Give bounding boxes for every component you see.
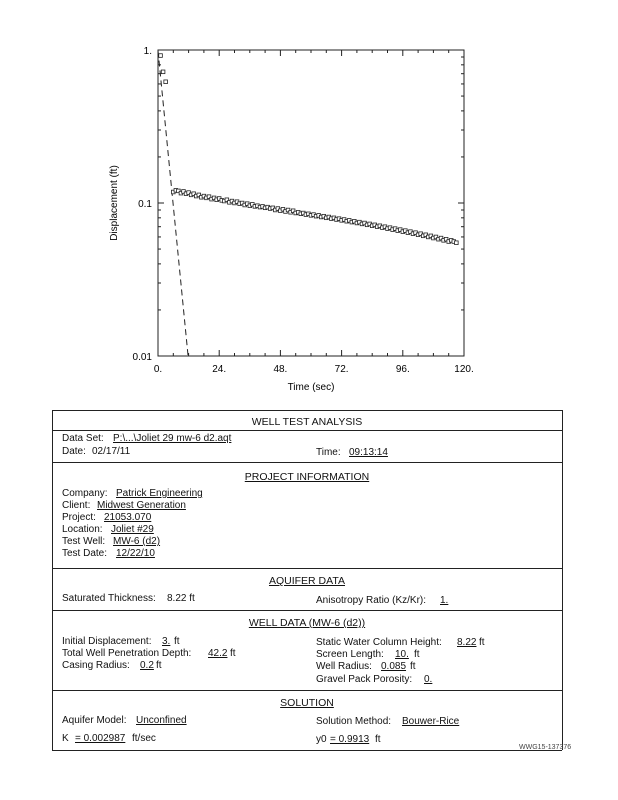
time-label: Time: — [316, 447, 341, 458]
gravel-porosity-value: 0. — [424, 674, 433, 685]
static-column-label: Static Water Column Height: — [316, 637, 442, 648]
box-right-rule — [562, 410, 563, 750]
project-header: PROJECT INFORMATION — [244, 471, 370, 483]
anisotropy-value: 1. — [440, 595, 449, 606]
corner-code: WWG15-137376 — [519, 744, 572, 751]
section-rule-4 — [52, 690, 562, 691]
screen-length-label: Screen Length: — [316, 649, 384, 660]
penetration-depth-label: Total Well Penetration Depth: — [62, 648, 192, 659]
well-radius-value: 0.085 — [381, 661, 407, 672]
data-point — [455, 241, 459, 245]
gravel-porosity-label: Gravel Pack Porosity: — [316, 674, 413, 685]
client-label: Client: — [62, 500, 91, 511]
box-bottom-rule — [52, 750, 562, 751]
x-tick-label: 120. — [454, 364, 474, 375]
casing-radius-unit: ft — [156, 660, 162, 671]
solution-header: SOLUTION — [280, 697, 334, 709]
aquifer-model-value: Unconfined — [136, 715, 187, 726]
x-tick-label: 0. — [153, 364, 163, 375]
initial-displacement-value: 3. — [162, 636, 171, 647]
penetration-depth-unit: ft — [230, 648, 236, 659]
k-unit: ft/sec — [132, 733, 156, 744]
x-tick-label: 96. — [395, 364, 410, 375]
screen-length-unit: ft — [414, 649, 420, 660]
well-radius-unit: ft — [410, 661, 416, 672]
report-title: WELL TEST ANALYSIS — [251, 416, 363, 428]
casing-radius-value: 0.2 — [140, 660, 154, 671]
project-label: Project: — [62, 512, 96, 523]
penetration-depth-value: 42.2 — [208, 648, 228, 659]
test-date-value: 12/22/10 — [116, 548, 155, 559]
well-header: WELL DATA (MW-6 (d2)) — [248, 617, 366, 629]
plot-frame — [158, 50, 464, 356]
section-rule-2 — [52, 568, 562, 569]
company-label: Company: — [62, 488, 108, 499]
x-tick-label: 24. — [212, 364, 227, 375]
well-radius-label: Well Radius: — [316, 661, 372, 672]
box-top-rule — [52, 410, 562, 411]
x-tick-label: 48. — [273, 364, 288, 375]
time-value: 09:13:14 — [349, 447, 388, 458]
location-value: Joliet #29 — [111, 524, 154, 535]
screen-length-value: 10. — [395, 649, 409, 660]
saturated-thickness-value: 8.22 ft — [167, 593, 195, 604]
data-point — [161, 70, 165, 74]
saturated-thickness-label: Saturated Thickness: — [62, 593, 156, 604]
client-value: Midwest Generation — [97, 500, 186, 511]
test-date-label: Test Date: — [62, 548, 108, 559]
date-value: 02/17/11 — [92, 446, 131, 457]
k-label: K — [62, 733, 69, 744]
y-tick-label: 0.1 — [138, 199, 152, 210]
solution-method-value: Bouwer-Rice — [402, 716, 460, 727]
section-rule-3 — [52, 610, 562, 611]
x-tick-label: 72. — [334, 364, 349, 375]
y0-unit: ft — [375, 734, 381, 745]
y0-value: = 0.9913 — [330, 734, 370, 745]
data-point — [159, 54, 163, 58]
aquifer-model-label: Aquifer Model: — [62, 715, 127, 726]
y0-label: y0 — [316, 734, 327, 745]
y-tick-label: 1. — [143, 46, 152, 57]
data-point — [164, 80, 168, 84]
observed-points — [159, 54, 458, 245]
casing-radius-label: Casing Radius: — [62, 660, 130, 671]
y-axis-label: Displacement (ft) — [109, 165, 120, 241]
y-tick-label: 0.01 — [132, 352, 152, 363]
initial-displacement-label: Initial Displacement: — [62, 636, 152, 647]
x-axis-label: Time (sec) — [287, 382, 335, 393]
k-value: = 0.002987 — [75, 733, 126, 744]
static-column-value: 8.22 — [457, 637, 477, 648]
static-column-unit: ft — [479, 637, 485, 648]
test-well-label: Test Well: — [62, 536, 106, 547]
project-value: 21053.070 — [104, 512, 152, 523]
date-label: Date: — [62, 446, 86, 457]
tick-labels — [133, 46, 474, 375]
solution-method-label: Solution Method: — [316, 716, 392, 727]
aquifer-header: AQUIFER DATA — [268, 575, 346, 587]
location-label: Location: — [62, 524, 103, 535]
company-value: Patrick Engineering — [116, 488, 203, 499]
anisotropy-label: Anisotropy Ratio (Kz/Kr): — [316, 595, 427, 606]
initial-displacement-unit: ft — [174, 636, 180, 647]
data-set-label: Data Set: — [62, 433, 104, 444]
title-rule — [52, 430, 562, 431]
test-well-value: MW-6 (d2) — [113, 536, 161, 547]
data-set-value: P:\...\Joliet 29 mw-6 d2.aqt — [113, 433, 232, 444]
axis-ticks — [158, 50, 464, 356]
section-rule-1 — [52, 462, 562, 463]
